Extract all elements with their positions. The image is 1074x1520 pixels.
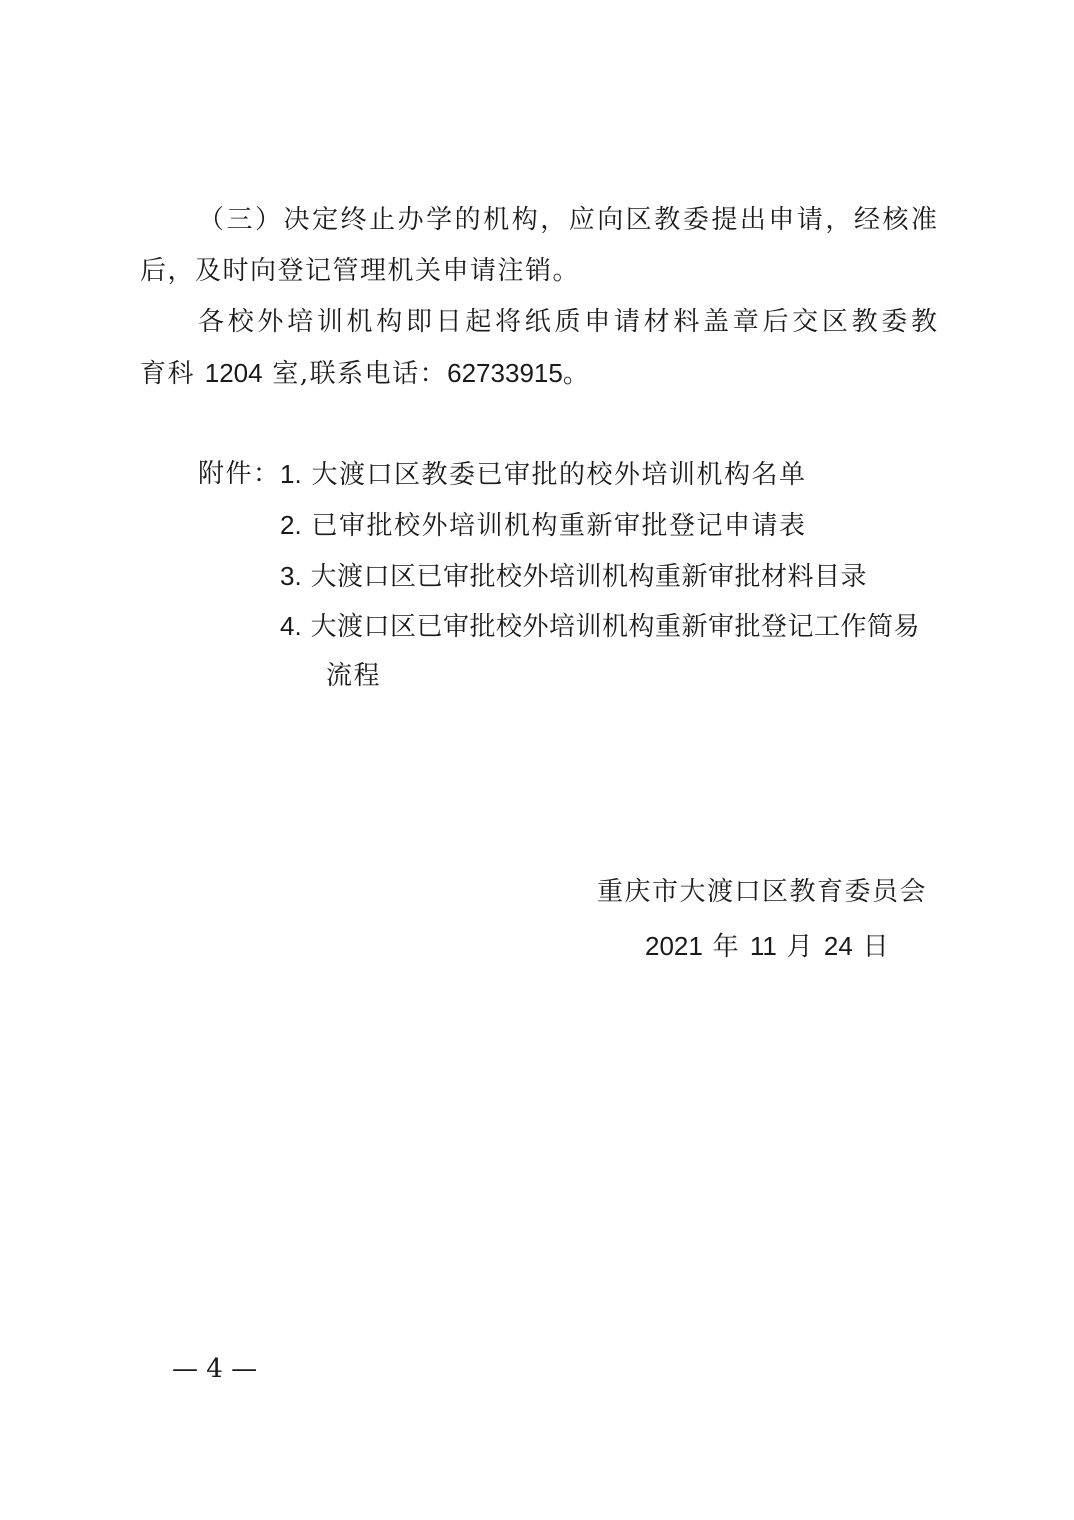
attachment-number: 3. (280, 561, 302, 591)
attachment-number: 4. (280, 611, 302, 641)
attachment-number: 1. (280, 459, 302, 489)
attachment-title: 已审批校外培训机构重新审批登记申请表 (311, 511, 807, 541)
page-number: — 4 — (172, 1354, 258, 1384)
paragraph-termination-line-2: 后，及时向登记管理机关申请注销。 (140, 256, 581, 286)
attachment-item-1 (280, 458, 806, 491)
attachment-item-4-continued: 流程 (326, 661, 382, 691)
submission-end-mark: 。 (562, 359, 591, 389)
date-month-unit: 月 (776, 932, 824, 962)
attachment-title: 大渡口区已审批校外培训机构重新审批材料目录 (310, 562, 867, 592)
issue-date (645, 930, 890, 963)
paragraph-submission-line-1: 各校外培训机构即日起将纸质申请材料盖章后交区教委教 (198, 307, 938, 337)
attachment-number: 2. (280, 510, 302, 540)
date-day: 24 (823, 931, 853, 961)
submission-office-prefix: 育科 (140, 359, 205, 389)
room-number: 1204 (204, 358, 263, 388)
date-year: 2021 (645, 931, 703, 961)
attachment-title: 大渡口区教委已审批的校外培训机构名单 (311, 460, 807, 490)
date-month: 11 (749, 931, 777, 961)
date-day-unit: 日 (852, 932, 891, 962)
attachment-item-3 (280, 560, 867, 593)
issuing-organization: 重庆市大渡口区教育委员会 (597, 877, 928, 907)
attachments-label: 附件： (198, 459, 281, 489)
paragraph-termination-line-1: （三）决定终止办学的机构，应向区教委提出申请，经核准 (198, 205, 938, 235)
paragraph-submission-line-2 (140, 357, 590, 390)
attachment-item-4 (280, 610, 920, 643)
attachment-item-2 (280, 509, 806, 542)
submission-phone-label: 室,联系电话： (262, 359, 448, 389)
attachment-title: 大渡口区已审批校外培训机构重新审批登记工作简易 (310, 612, 920, 642)
date-year-unit: 年 (702, 932, 750, 962)
contact-phone: 62733915 (447, 358, 563, 388)
